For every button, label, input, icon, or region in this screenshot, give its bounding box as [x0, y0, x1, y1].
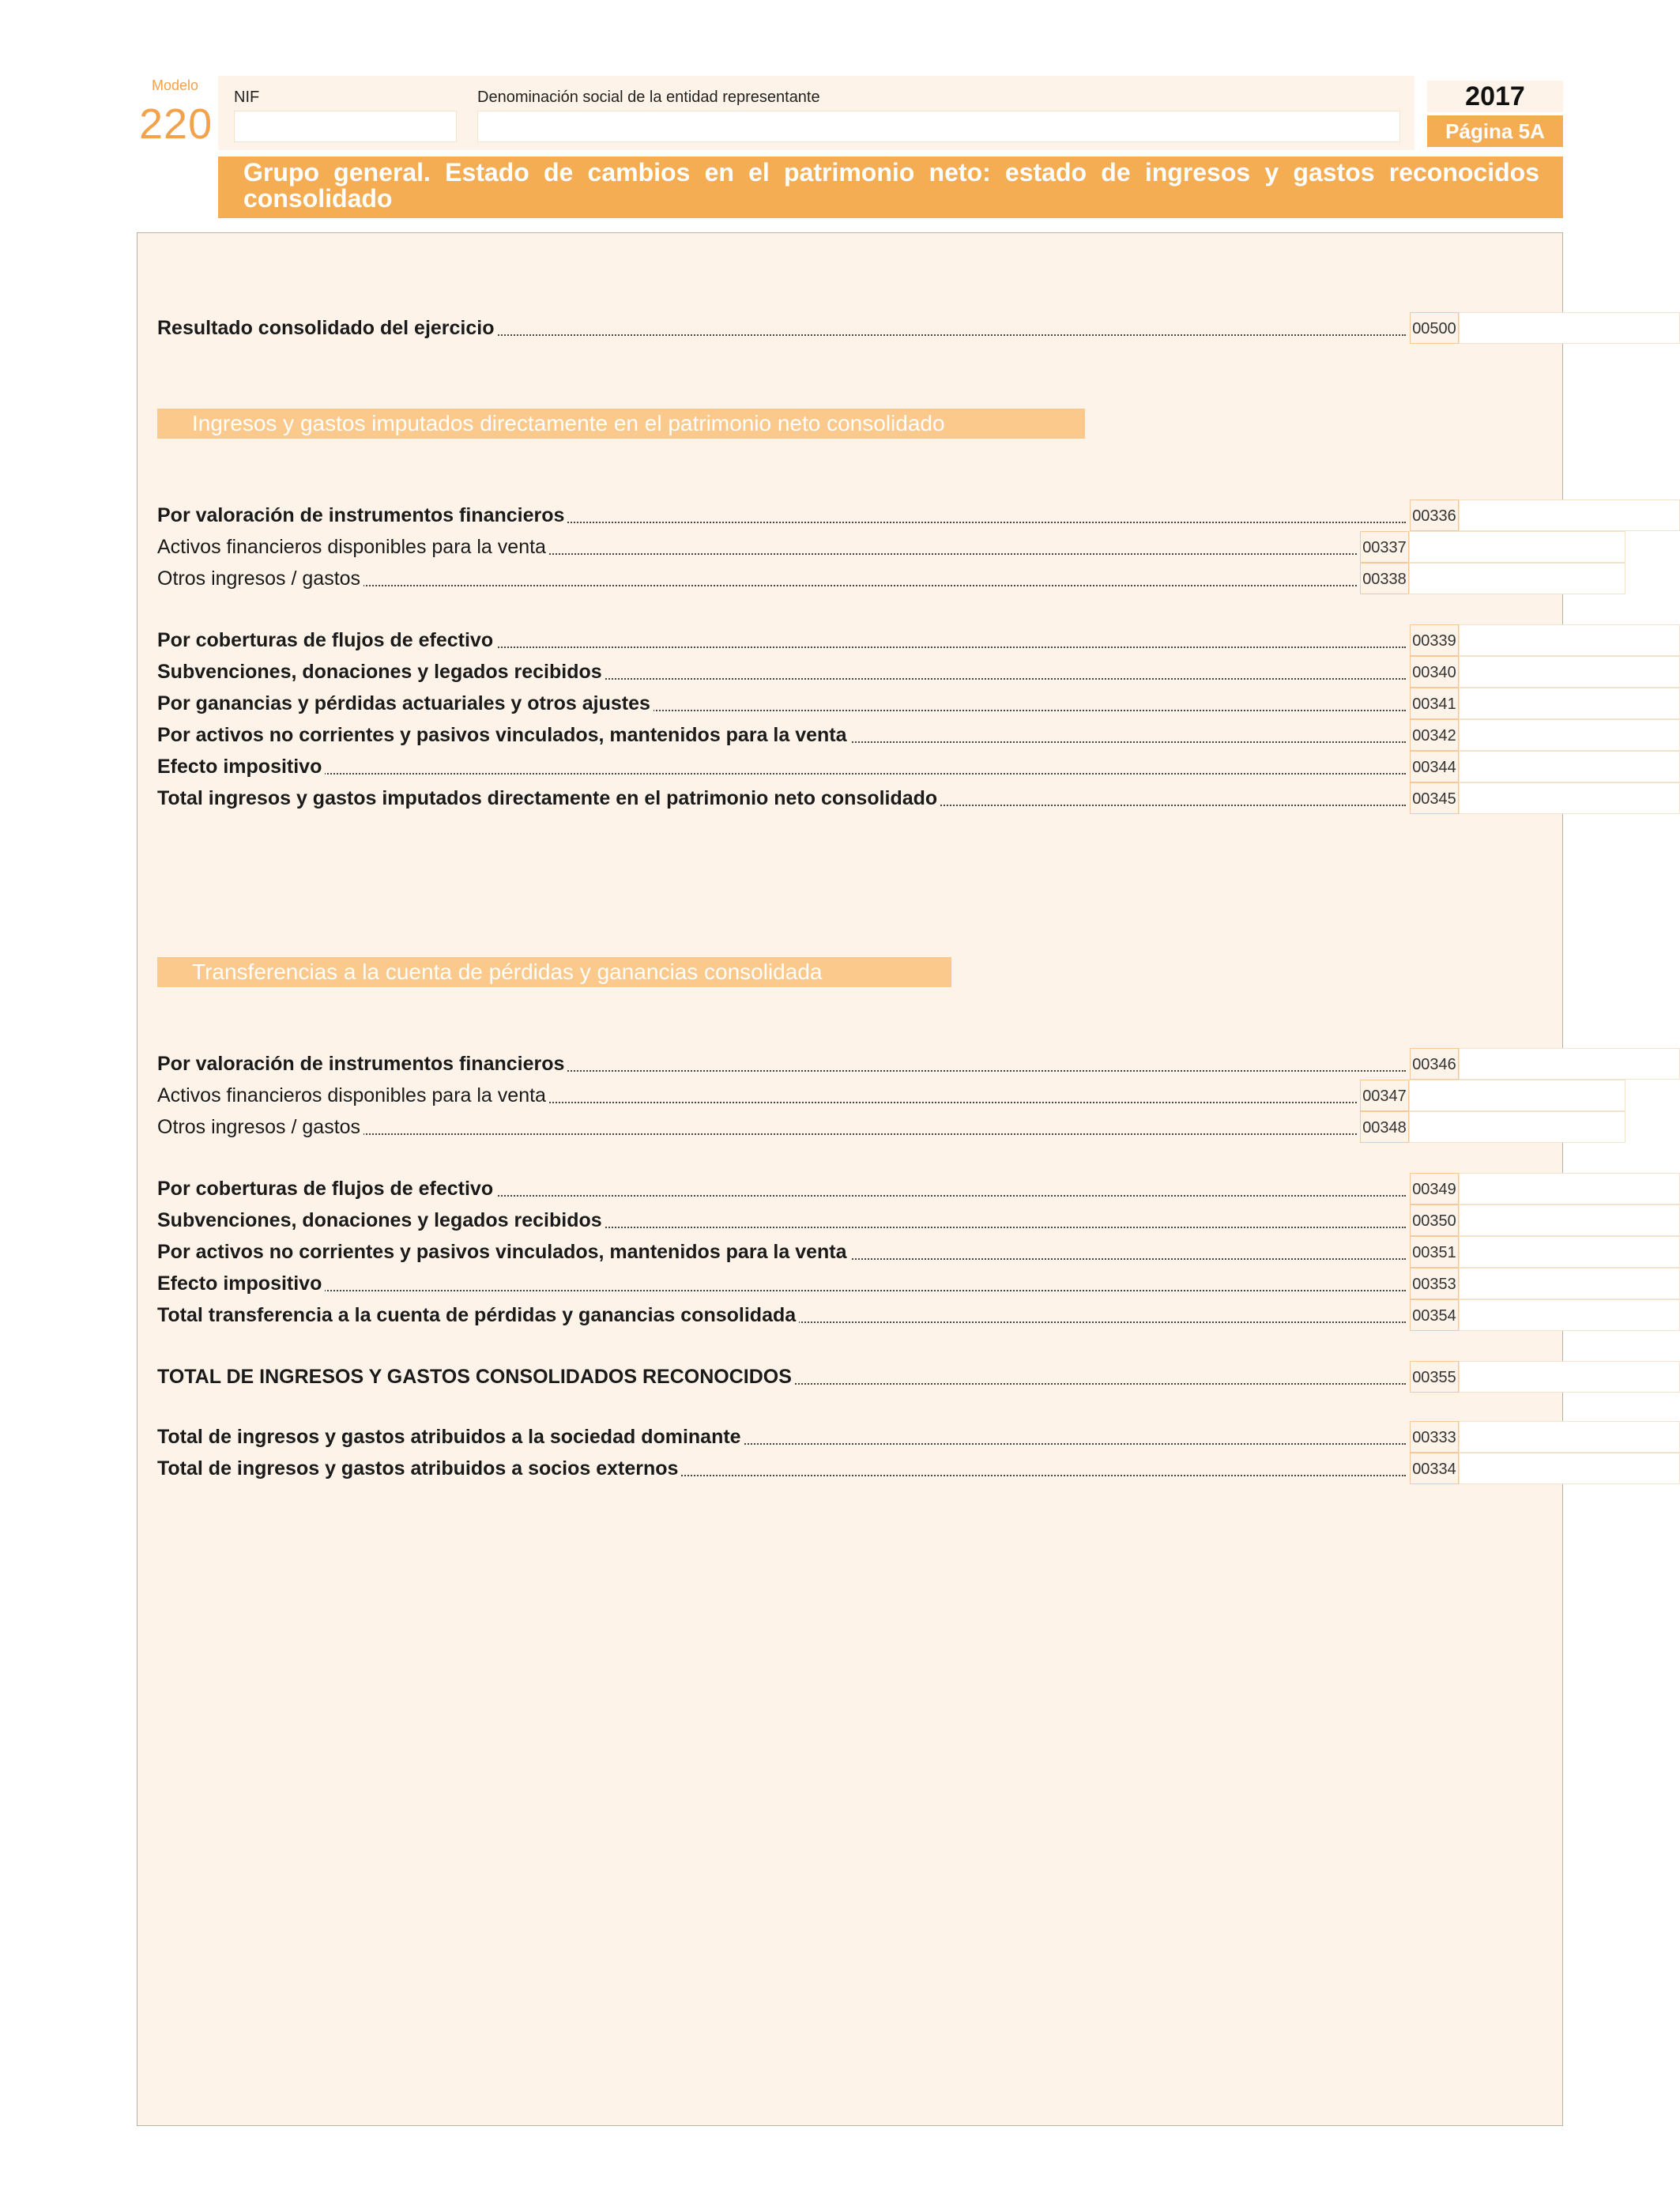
- amount-input-00348[interactable]: [1409, 1111, 1625, 1143]
- box-code: 00334: [1410, 1453, 1459, 1484]
- row-label: Por coberturas de flujos de efectivo: [157, 624, 1410, 656]
- form-row: [157, 1080, 1564, 1111]
- amount-input-00500[interactable]: [1459, 312, 1680, 344]
- amount-input-00351[interactable]: [1459, 1236, 1680, 1268]
- row-label: Por activos no corrientes y pasivos vinculados, mantenidos para la venta: [157, 1236, 1410, 1268]
- amount-input-00349[interactable]: [1459, 1173, 1680, 1204]
- row-label: Por coberturas de flujos de efectivo: [157, 1173, 1410, 1204]
- box-code: 00348: [1360, 1111, 1409, 1143]
- form-row: [157, 1421, 1564, 1453]
- amount-input-00341[interactable]: [1459, 688, 1680, 719]
- amount-input-00355[interactable]: [1459, 1361, 1680, 1393]
- row-label: Por ganancias y pérdidas actuariales y otros ajustes: [157, 688, 1410, 719]
- amount-input-00339[interactable]: [1459, 624, 1680, 656]
- row-label: Subvenciones, donaciones y legados recibidos: [157, 656, 1410, 688]
- row-label: Resultado consolidado del ejercicio: [157, 312, 1410, 344]
- box-code: 00342: [1410, 719, 1459, 751]
- box-code: 00338: [1360, 563, 1409, 594]
- box-code: 00341: [1410, 688, 1459, 719]
- form-row: [157, 1111, 1564, 1143]
- denominacion-input[interactable]: [477, 111, 1400, 142]
- header-identification: [218, 76, 1414, 150]
- form-row: [157, 1299, 1564, 1331]
- row-label: Efecto impositivo: [157, 751, 1410, 782]
- amount-input-00337[interactable]: [1409, 531, 1625, 563]
- amount-input-00333[interactable]: [1459, 1421, 1680, 1453]
- amount-input-00336[interactable]: [1459, 499, 1680, 531]
- modelo-label: Modelo: [152, 77, 199, 93]
- box-code: 00354: [1410, 1299, 1459, 1331]
- form-row: [157, 751, 1564, 782]
- form-row: [157, 563, 1564, 594]
- modelo-number: 220: [139, 100, 213, 148]
- amount-input-00354[interactable]: [1459, 1299, 1680, 1331]
- row-label: Total ingresos y gastos imputados directamente en el patrimonio neto consolidado: [157, 782, 1410, 814]
- box-code: 00347: [1360, 1080, 1409, 1111]
- amount-input-00342[interactable]: [1459, 719, 1680, 751]
- form-row: [157, 624, 1564, 656]
- box-code: 00355: [1410, 1361, 1459, 1393]
- form-row: [157, 1236, 1564, 1268]
- row-label: Otros ingresos / gastos: [157, 1111, 1360, 1143]
- section-heading: Ingresos y gastos imputados directamente en el patrimonio neto consolidado: [157, 409, 1085, 439]
- amount-input-00347[interactable]: [1409, 1080, 1625, 1111]
- page-badge: Página 5A: [1427, 115, 1563, 147]
- amount-input-00353[interactable]: [1459, 1268, 1680, 1299]
- amount-input-00350[interactable]: [1459, 1204, 1680, 1236]
- form-row: [157, 656, 1564, 688]
- nif-input[interactable]: [234, 111, 457, 142]
- form-row: [157, 719, 1564, 751]
- box-code: 00333: [1410, 1421, 1459, 1453]
- row-label: Por valoración de instrumentos financieros: [157, 499, 1410, 531]
- amount-input-00340[interactable]: [1459, 656, 1680, 688]
- box-code: 00345: [1410, 782, 1459, 814]
- box-code: 00350: [1410, 1204, 1459, 1236]
- section-heading: Transferencias a la cuenta de pérdidas y ganancias consolidada: [157, 957, 951, 987]
- form-row: [157, 1453, 1564, 1484]
- year-badge: 2017: [1427, 81, 1563, 112]
- form-row: [157, 782, 1564, 814]
- form-panel: [137, 232, 1563, 2126]
- form-row: [157, 1268, 1564, 1299]
- row-label: TOTAL DE INGRESOS Y GASTOS CONSOLIDADOS RECONOCIDOS: [157, 1361, 1410, 1393]
- amount-input-00334[interactable]: [1459, 1453, 1680, 1484]
- amount-input-00338[interactable]: [1409, 563, 1625, 594]
- box-code: 00346: [1410, 1048, 1459, 1080]
- row-label: Total de ingresos y gastos atribuidos a la sociedad dominante: [157, 1421, 1410, 1453]
- amount-input-00345[interactable]: [1459, 782, 1680, 814]
- form-row: [157, 1204, 1564, 1236]
- box-code: 00351: [1410, 1236, 1459, 1268]
- nif-label: NIF: [234, 89, 260, 106]
- form-row: [157, 531, 1564, 563]
- box-code: 00339: [1410, 624, 1459, 656]
- box-code: 00337: [1360, 531, 1409, 563]
- amount-input-00344[interactable]: [1459, 751, 1680, 782]
- box-code: 00336: [1410, 499, 1459, 531]
- row-label: Total de ingresos y gastos atribuidos a socios externos: [157, 1453, 1410, 1484]
- form-row: [157, 1173, 1564, 1204]
- form-row: [157, 1048, 1564, 1080]
- denominacion-label: Denominación social de la entidad representante: [477, 89, 820, 106]
- box-code: 00344: [1410, 751, 1459, 782]
- box-code: 00349: [1410, 1173, 1459, 1204]
- form-row: [157, 499, 1564, 531]
- row-label: Por valoración de instrumentos financieros: [157, 1048, 1410, 1080]
- page-title: Grupo general. Estado de cambios en el patrimonio neto: estado de ingresos y gastos reconocidos consolidado: [218, 156, 1563, 218]
- row-label: Efecto impositivo: [157, 1268, 1410, 1299]
- row-label: Por activos no corrientes y pasivos vinculados, mantenidos para la venta: [157, 719, 1410, 751]
- form-row: [157, 688, 1564, 719]
- row-label: Activos financieros disponibles para la venta: [157, 1080, 1360, 1111]
- box-code: 00340: [1410, 656, 1459, 688]
- row-label: Otros ingresos / gastos: [157, 563, 1360, 594]
- row-label: Total transferencia a la cuenta de pérdidas y ganancias consolidada: [157, 1299, 1410, 1331]
- box-code: 00500: [1410, 312, 1459, 344]
- row-label: Subvenciones, donaciones y legados recibidos: [157, 1204, 1410, 1236]
- row-label: Activos financieros disponibles para la venta: [157, 531, 1360, 563]
- form-row: [157, 1361, 1564, 1393]
- box-code: 00353: [1410, 1268, 1459, 1299]
- amount-input-00346[interactable]: [1459, 1048, 1680, 1080]
- form-row: [157, 312, 1564, 344]
